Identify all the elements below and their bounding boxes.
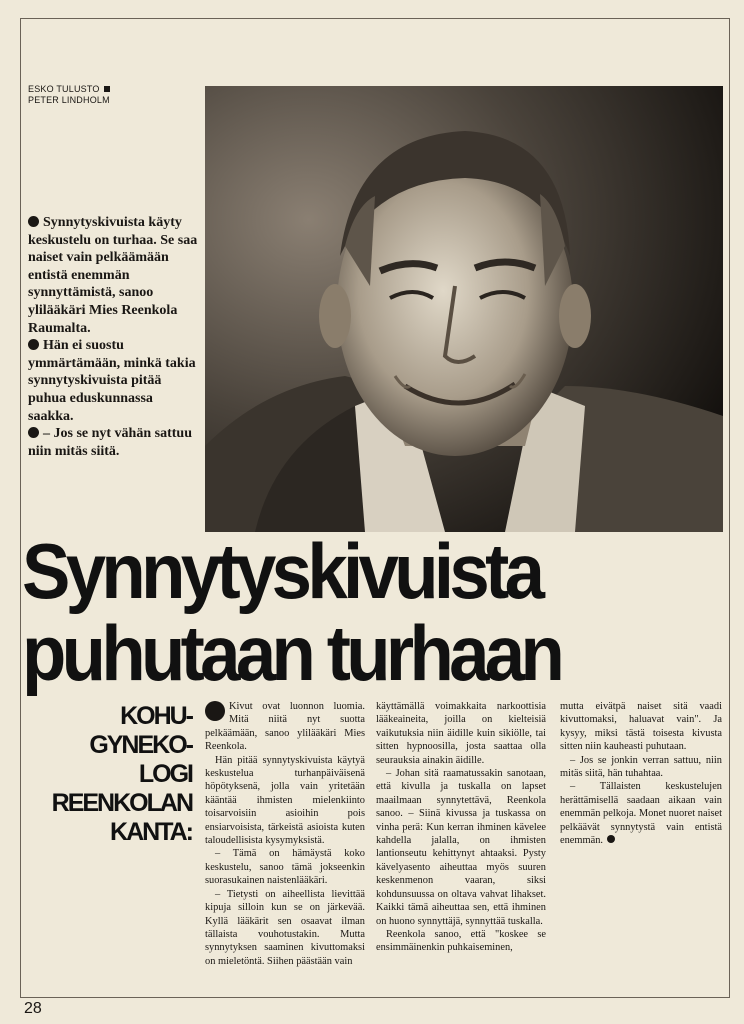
headline-line: Synnytyskivuista [22, 527, 541, 615]
author-name: ESKO TULUSTO [28, 84, 100, 94]
paragraph: – Johan sitä raamatussakin sanotaan, että kivulla ja tuskalla on lapset maailmaan synnytettävä, Reenkola sanoo. – Siinä kivussa ja tuskassa on vinha perä: Kun kerran ihminen kävelee kahdella jalalla, on ihmisten lantionseutu kehittynyt ahtaaksi. Pysty kävelyasento aiheuttaa myös suuren keskenmenon vaaran, siksi kohdunsuussa on oltava vahvat lihakset. Kaikki tämä aiheuttaa sen, että ihminen on huono synnyttäjä, synnyttää tuskalla. [376, 768, 546, 927]
article-column-2 [376, 700, 546, 955]
paragraph: – Tämä on hämäystä koko keskustelu, sanoo tämä jokseenkin suorasukainen naistenlääkäri. [205, 848, 365, 887]
paragraph: Reenkola sanoo, että "koskee se ensimmäinenkin puhkaiseminen, [376, 928, 546, 954]
bullet-icon [28, 216, 39, 227]
kicker-line: REENKOLAN [51, 789, 192, 817]
paragraph: – Tietysti on aiheellista lievittää kipuja silloin kun se on järkevää. Kyllä lääkärit sen osaavat ilman tällaista vouhotustakin. Mutta synnytyksen saaminen kivuttomaksi on mieletöntä. Siihen päästään vain [205, 888, 365, 967]
lead-text: Hän ei suostu ymmärtämään, minkä takia synnytyskivuista pitää puhua eduskunnassa saakka. [28, 338, 196, 424]
start-bullet-icon [205, 701, 225, 721]
paragraph: – Jos se jonkin verran sattuu, niin mitäs siitä, hän tuhahtaa. [560, 754, 722, 780]
kicker-line: LOGI [138, 760, 192, 788]
paragraph: mutta eivätpä naiset sitä vaadi kivuttomaksi, haluavat vain". Ja kysyy, miksi tästä toisesta kivusta sitten niin kauheasti puhutaan. [560, 701, 722, 753]
page-number: 28 [24, 1000, 42, 1017]
article-column-1 [205, 700, 365, 968]
lead-text: – Jos se nyt vähän sattuu niin mitäs siitä. [28, 426, 192, 459]
square-bullet-icon [104, 86, 110, 92]
headline [22, 527, 732, 697]
end-bullet-icon [607, 835, 615, 843]
portrait-photo [205, 86, 723, 532]
kicker-line: KOHU- [120, 702, 192, 730]
headline-line: puhutaan turhaan [22, 609, 561, 697]
lead-paragraph [28, 214, 198, 460]
paragraph: Hän pitää synnytyskivuista käytyä keskustelua turhanpäiväisenä höpötyksenä, jolla vain yritetään kääntää ihmisten mielenkiinto toisarvoisiin asioihin pois ensiarvoisista, tärkeistä asioista kuten taloudellisista kysymyksistä. [205, 754, 365, 847]
paragraph: – Tällaisten keskustelujen herättämisellä saadaan aikaan vain enemmän pelkoja. Monet nuoret naiset pelkäävät synnytystä vain entistä enemmän. [560, 781, 722, 847]
author-name: PETER LINDHOLM [28, 95, 110, 105]
bullet-icon [28, 339, 39, 350]
kicker [26, 702, 192, 847]
byline [28, 84, 110, 106]
bullet-icon [28, 427, 39, 438]
paragraph: käyttämällä voimakkaita narkoottisia lääkeaineita, joilla on kielteisiä vaikutuksia niin äidille kuin sikiölle, tai sitten hypnoosilla, josta saattaa olla seurauksia ainakin äidille. [376, 701, 546, 766]
kicker-line: GYNEKO- [89, 731, 192, 759]
kicker-line: KANTA: [110, 818, 192, 846]
article-column-3 [560, 700, 722, 847]
paragraph: Kivut ovat luonnon luomia. Mitä niitä nyt suotta pelkäämään, sanoo ylilääkäri Mies Reenkola. [205, 701, 365, 753]
lead-text: Synnytyskivuista käyty keskustelu on turhaa. Se saa naiset vain pelkäämään entistä enemmän synnyttämistä, sanoo ylilääkäri Mies Reenkola Raumalta. [28, 215, 198, 336]
